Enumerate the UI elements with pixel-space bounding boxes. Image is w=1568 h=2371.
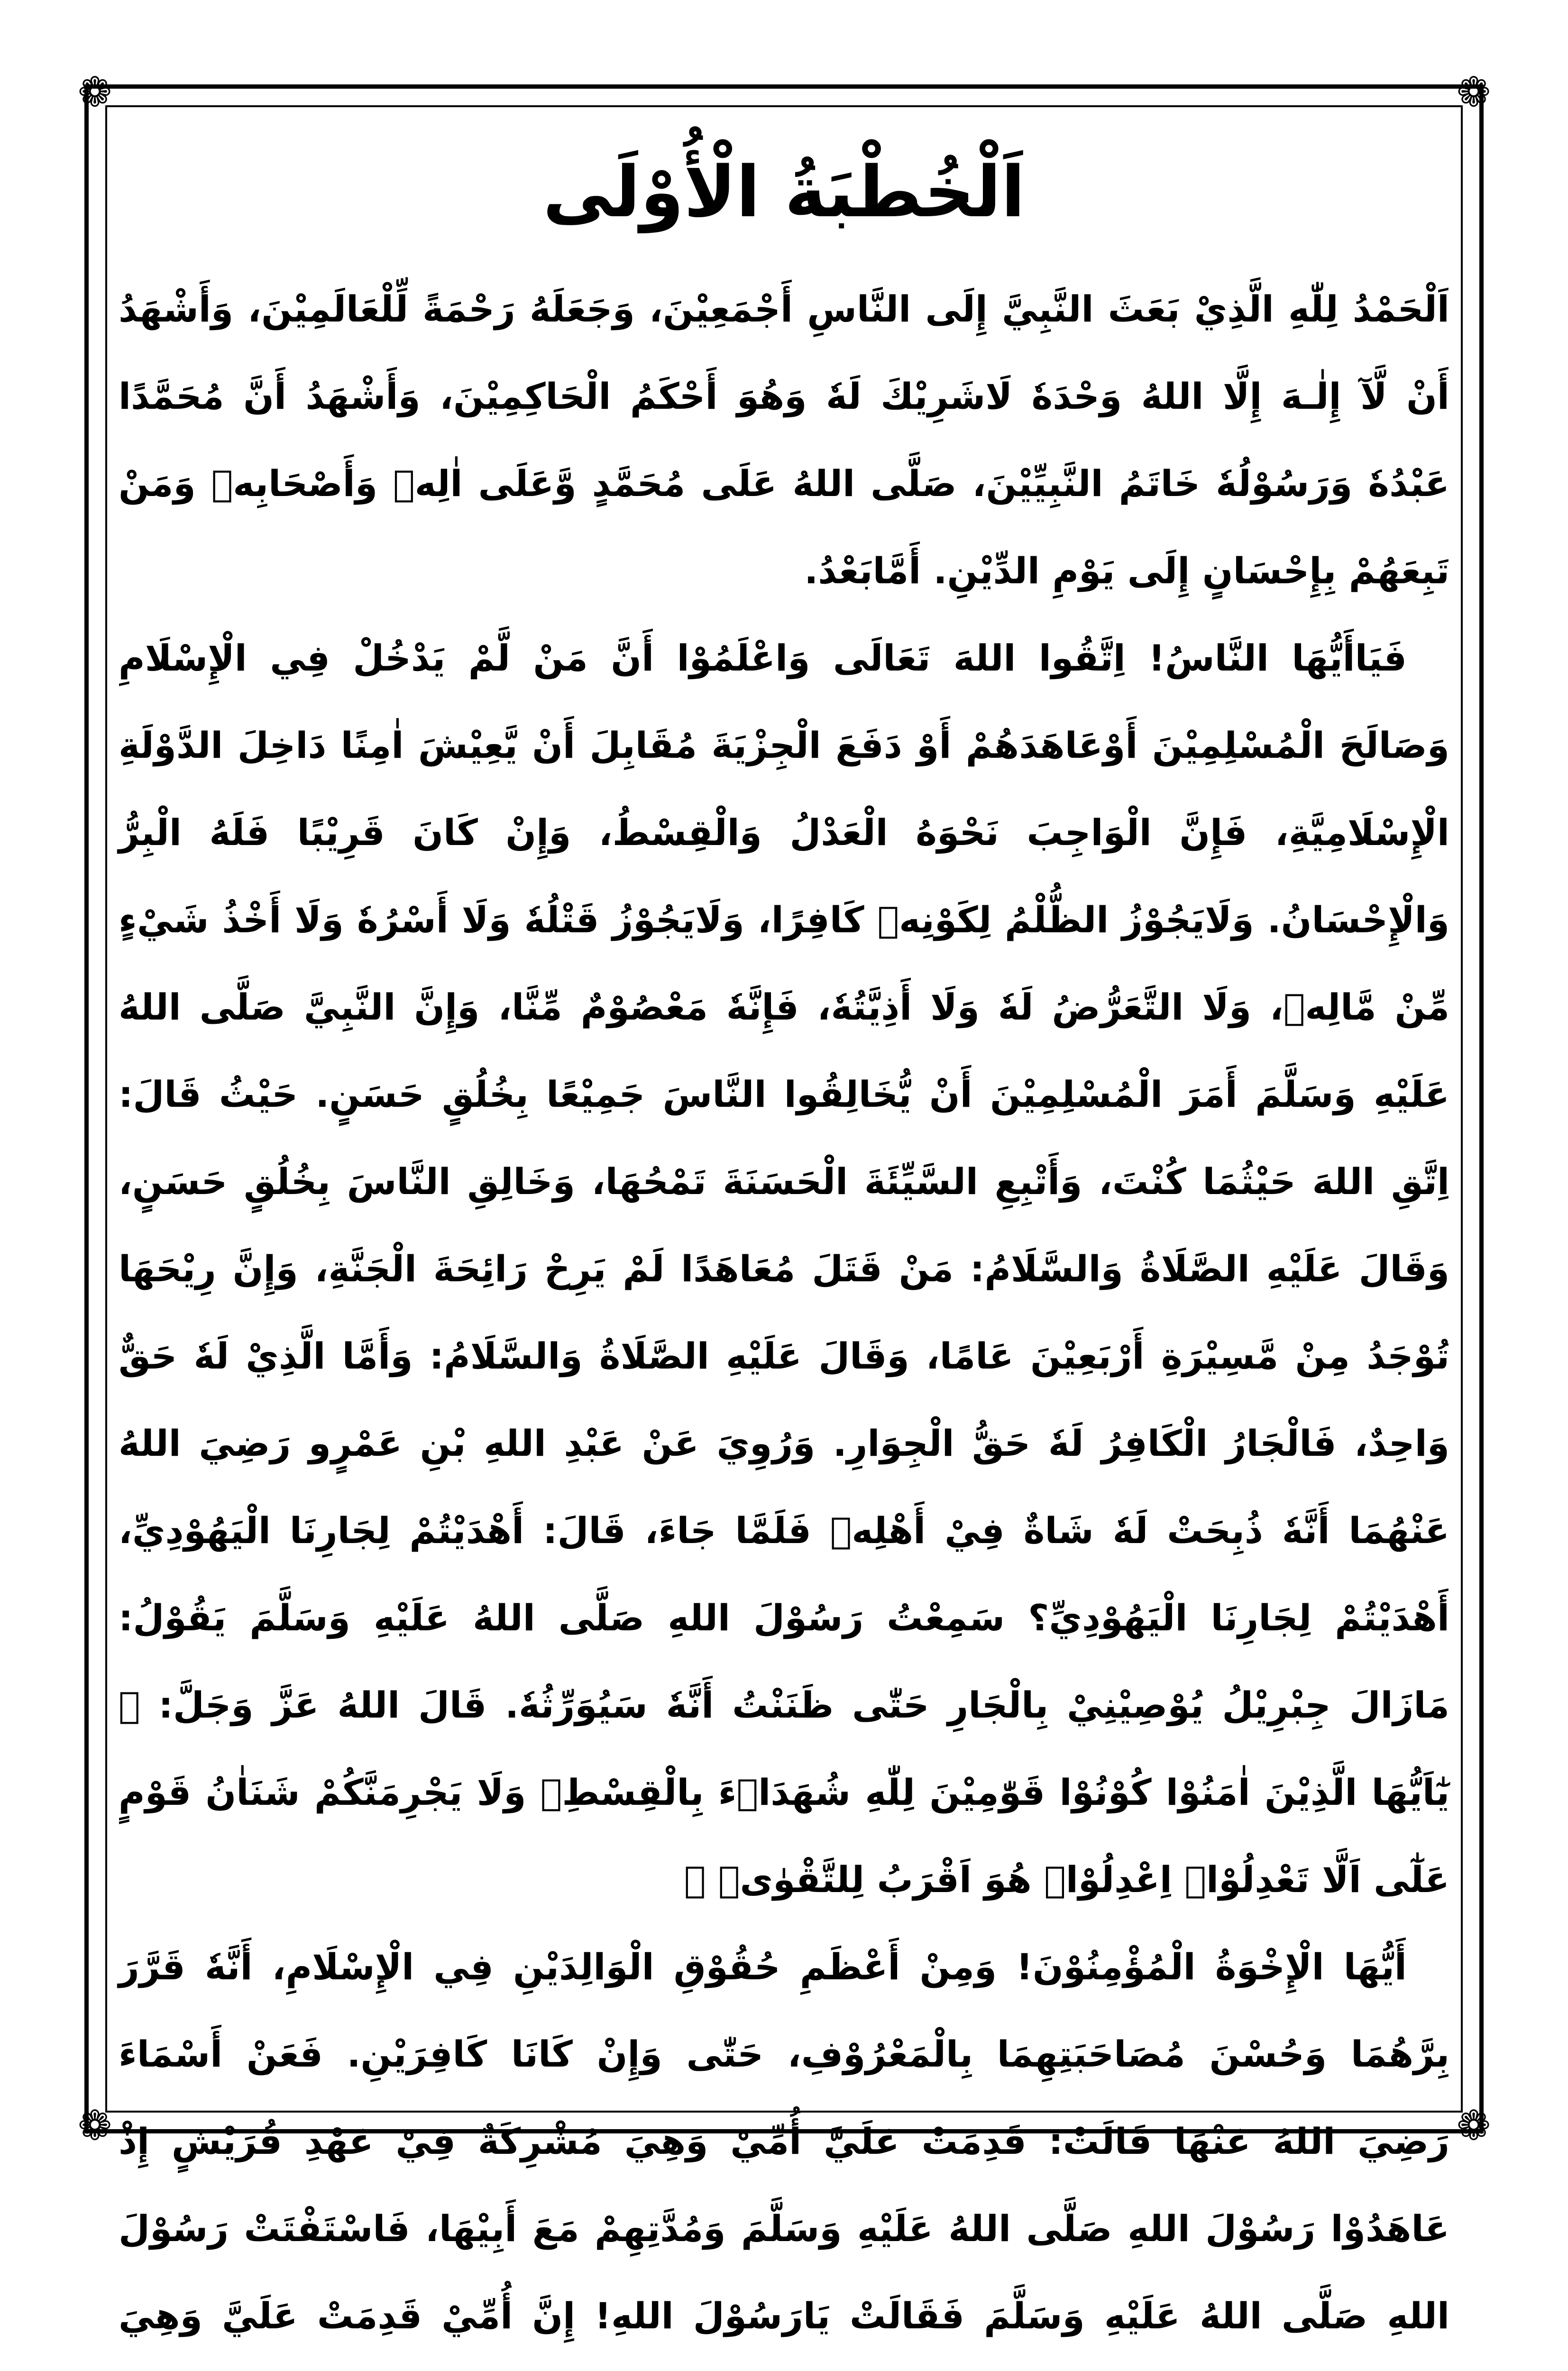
- parents-paragraph: أَيُّهَا الْإِخْوَةُ الْمُؤْمِنُوْنَ! وَمِنْ أَعْظَمِ حُقُوْقِ الْوَالِدَيْنِ فِي الْإِسْلَامِ، أَنَّهٗ قَرَّرَ بِرَّهُمَا وَحُسْنَ مُصَاحَبَتِهِمَا بِالْمَعْرُوْفِ، حَتّٰى وَإِنْ كَانَا كَافِرَيْنِ. فَعَنْ أَسْمَاءَ رَضِيَ اللهُ عَنْهَا قَالَتْ: قَدِمَتْ عَلَيَّ أُمِّيْ وَهِيَ مُشْرِكَةٌ فِيْ عَهْدِ قُرَيْشٍ إِذْ عَاهَدُوْا رَسُوْلَ اللهِ صَلَّى اللهُ عَلَيْهِ وَسَلَّمَ وَمُدَّتِهِمْ مَعَ أَبِيْهَا، فَاسْتَفْتَتْ رَسُوْلَ اللهِ صَلَّى اللهُ عَلَيْهِ وَسَلَّمَ فَقَالَتْ يَارَسُوْلَ اللهِ! إِنَّ أُمِّيْ قَدِمَتْ عَلَيَّ وَهِيَ: [119, 1946, 1449, 2337]
- opening-paragraph: اَلْحَمْدُ لِلّٰهِ الَّذِيْ بَعَثَ النَّبِيَّ إِلَى النَّاسِ أَجْمَعِيْنَ، وَجَعَلَهُ رَحْمَةً لِّلْعَالَمِيْنَ، وَأَشْهَدُ أَنْ لَّآ إِلٰـهَ إِلَّا اللهُ وَحْدَهٗ لَاشَرِيْكَ لَهٗ وَهُوَ أَحْكَمُ الْحَاكِمِيْنَ، وَأَشْهَدُ أَنَّ مُحَمَّدًا عَبْدُهٗ وَرَسُوْلُهٗ خَاتَمُ النَّبِيِّيْنَ، صَلَّى اللهُ عَلَى مُحَمَّدٍ وَّعَلَى اٰلِهٖ وَأَصْحَابِهٖ وَمَنْ تَبِعَهُمْ بِإِحْسَانٍ إِلَى يَوْمِ الدِّيْنِ. أَمَّابَعْدُ.: [119, 288, 1449, 592]
- justice-paragraph: فَيَاأَيُّهَا النَّاسُ! اِتَّقُوا اللهَ تَعَالَى وَاعْلَمُوْا أَنَّ مَنْ لَّمْ يَدْخُلْ فِي الْإِسْلَامِ وَصَالَحَ الْمُسْلِمِيْنَ أَوْعَاهَدَهُمْ أَوْ دَفَعَ الْجِزْيَةَ مُقَابِلَ أَنْ يَّعِيْشَ اٰمِنًا دَاخِلَ الدَّوْلَةِ الْإِسْلَامِيَّةِ، فَإِنَّ الْوَاجِبَ نَحْوَهُ الْعَدْلُ وَالْقِسْطُ، وَإِنْ كَانَ قَرِيْبًا فَلَهُ الْبِرُّ وَالْإِحْسَانُ. وَلَايَجُوْزُ الظُّلْمُ لِكَوْنِهٖ كَافِرًا، وَلَايَجُوْزُ قَتْلُهٗ وَلَا أَسْرُهٗ وَلَا أَخْذُ شَيْءٍ مِّنْ مَّالِهٖ، وَلَا التَّعَرُّضُ لَهٗ وَلَا أَذِيَّتُهٗ، فَإِنَّهٗ مَعْصُوْمٌ مِّنَّا، وَإِنَّ النَّبِيَّ صَلَّى اللهُ عَلَيْهِ وَسَلَّمَ أَمَرَ الْمُسْلِمِيْنَ أَنْ يُّخَالِقُوا النَّاسَ جَمِيْعًا بِخُلُقٍ حَسَنٍ. حَيْثُ قَالَ: اِتَّقِ اللهَ حَيْثُمَا كُنْتَ، وَأَتْبِعِ السَّيِّئَةَ الْحَسَنَةَ تَمْحُهَا، وَخَالِقِ النَّاسَ بِخُلُقٍ حَسَنٍ، وَقَالَ عَلَيْهِ الصَّلَاةُ وَالسَّلَامُ: مَنْ قَتَلَ مُعَاهَدًا لَمْ يَرِحْ رَائِحَةَ الْجَنَّةِ، وَإِنَّ رِيْحَهَا تُوْجَدُ مِنْ مَّسِيْرَةِ أَرْبَعِيْنَ عَامًا، وَقَالَ عَلَيْهِ الصَّلَاةُ وَالسَّلَامُ: وَأَمَّا الَّذِيْ لَهٗ حَقٌّ وَاحِدٌ، فَالْجَارُ الْكَافِرُ لَهٗ حَقُّ الْجِوَارِ. وَرُوِيَ عَنْ عَبْدِ اللهِ بْنِ عَمْرٍو رَضِيَ اللهُ عَنْهُمَا أَنَّهٗ ذُبِحَتْ لَهٗ شَاةٌ فِيْ أَهْلِهٖ فَلَمَّا جَاءَ، قَالَ: أَهْدَيْتُمْ لِجَارِنَا الْيَهُوْدِيِّ، أَهْدَيْتُمْ لِجَارِنَا الْيَهُوْدِيِّ؟ سَمِعْتُ رَسُوْلَ اللهِ صَلَّى اللهُ عَلَيْهِ وَسَلَّمَ يَقُوْلُ: مَازَالَ جِبْرِيْلُ يُوْصِيْنِيْ بِالْجَارِ حَتّٰى ظَنَنْتُ أَنَّهٗ سَيُوَرِّثُهٗ. قَالَ اللهُ عَزَّ وَجَلَّ: ﴿ يٰٓاَيُّهَا الَّذِيْنَ اٰمَنُوْا كُوْنُوْا قَوّٰمِيْنَ لِلّٰهِ شُهَدَاۤءَ بِالْقِسْطِۖ وَلَا يَجْرِمَنَّكُمْ شَنَاٰنُ قَوْمٍ عَلٰٓى اَلَّا تَعْدِلُوْاۗ اِعْدِلُوْاۗ هُوَ اَقْرَبُ لِلتَّقْوٰىۖ ﴾: [119, 637, 1449, 1901]
- flower-ornament-icon: ❁: [1456, 2102, 1491, 2150]
- page-title: اَلْخُطْبَةُ الْأُوْلَى: [542, 151, 1026, 233]
- flower-ornament-icon: ❁: [1456, 69, 1491, 116]
- flower-ornament-icon: ❁: [77, 2102, 112, 2150]
- flower-ornament-icon: ❁: [77, 69, 112, 116]
- sermon-content: [119, 119, 1449, 2337]
